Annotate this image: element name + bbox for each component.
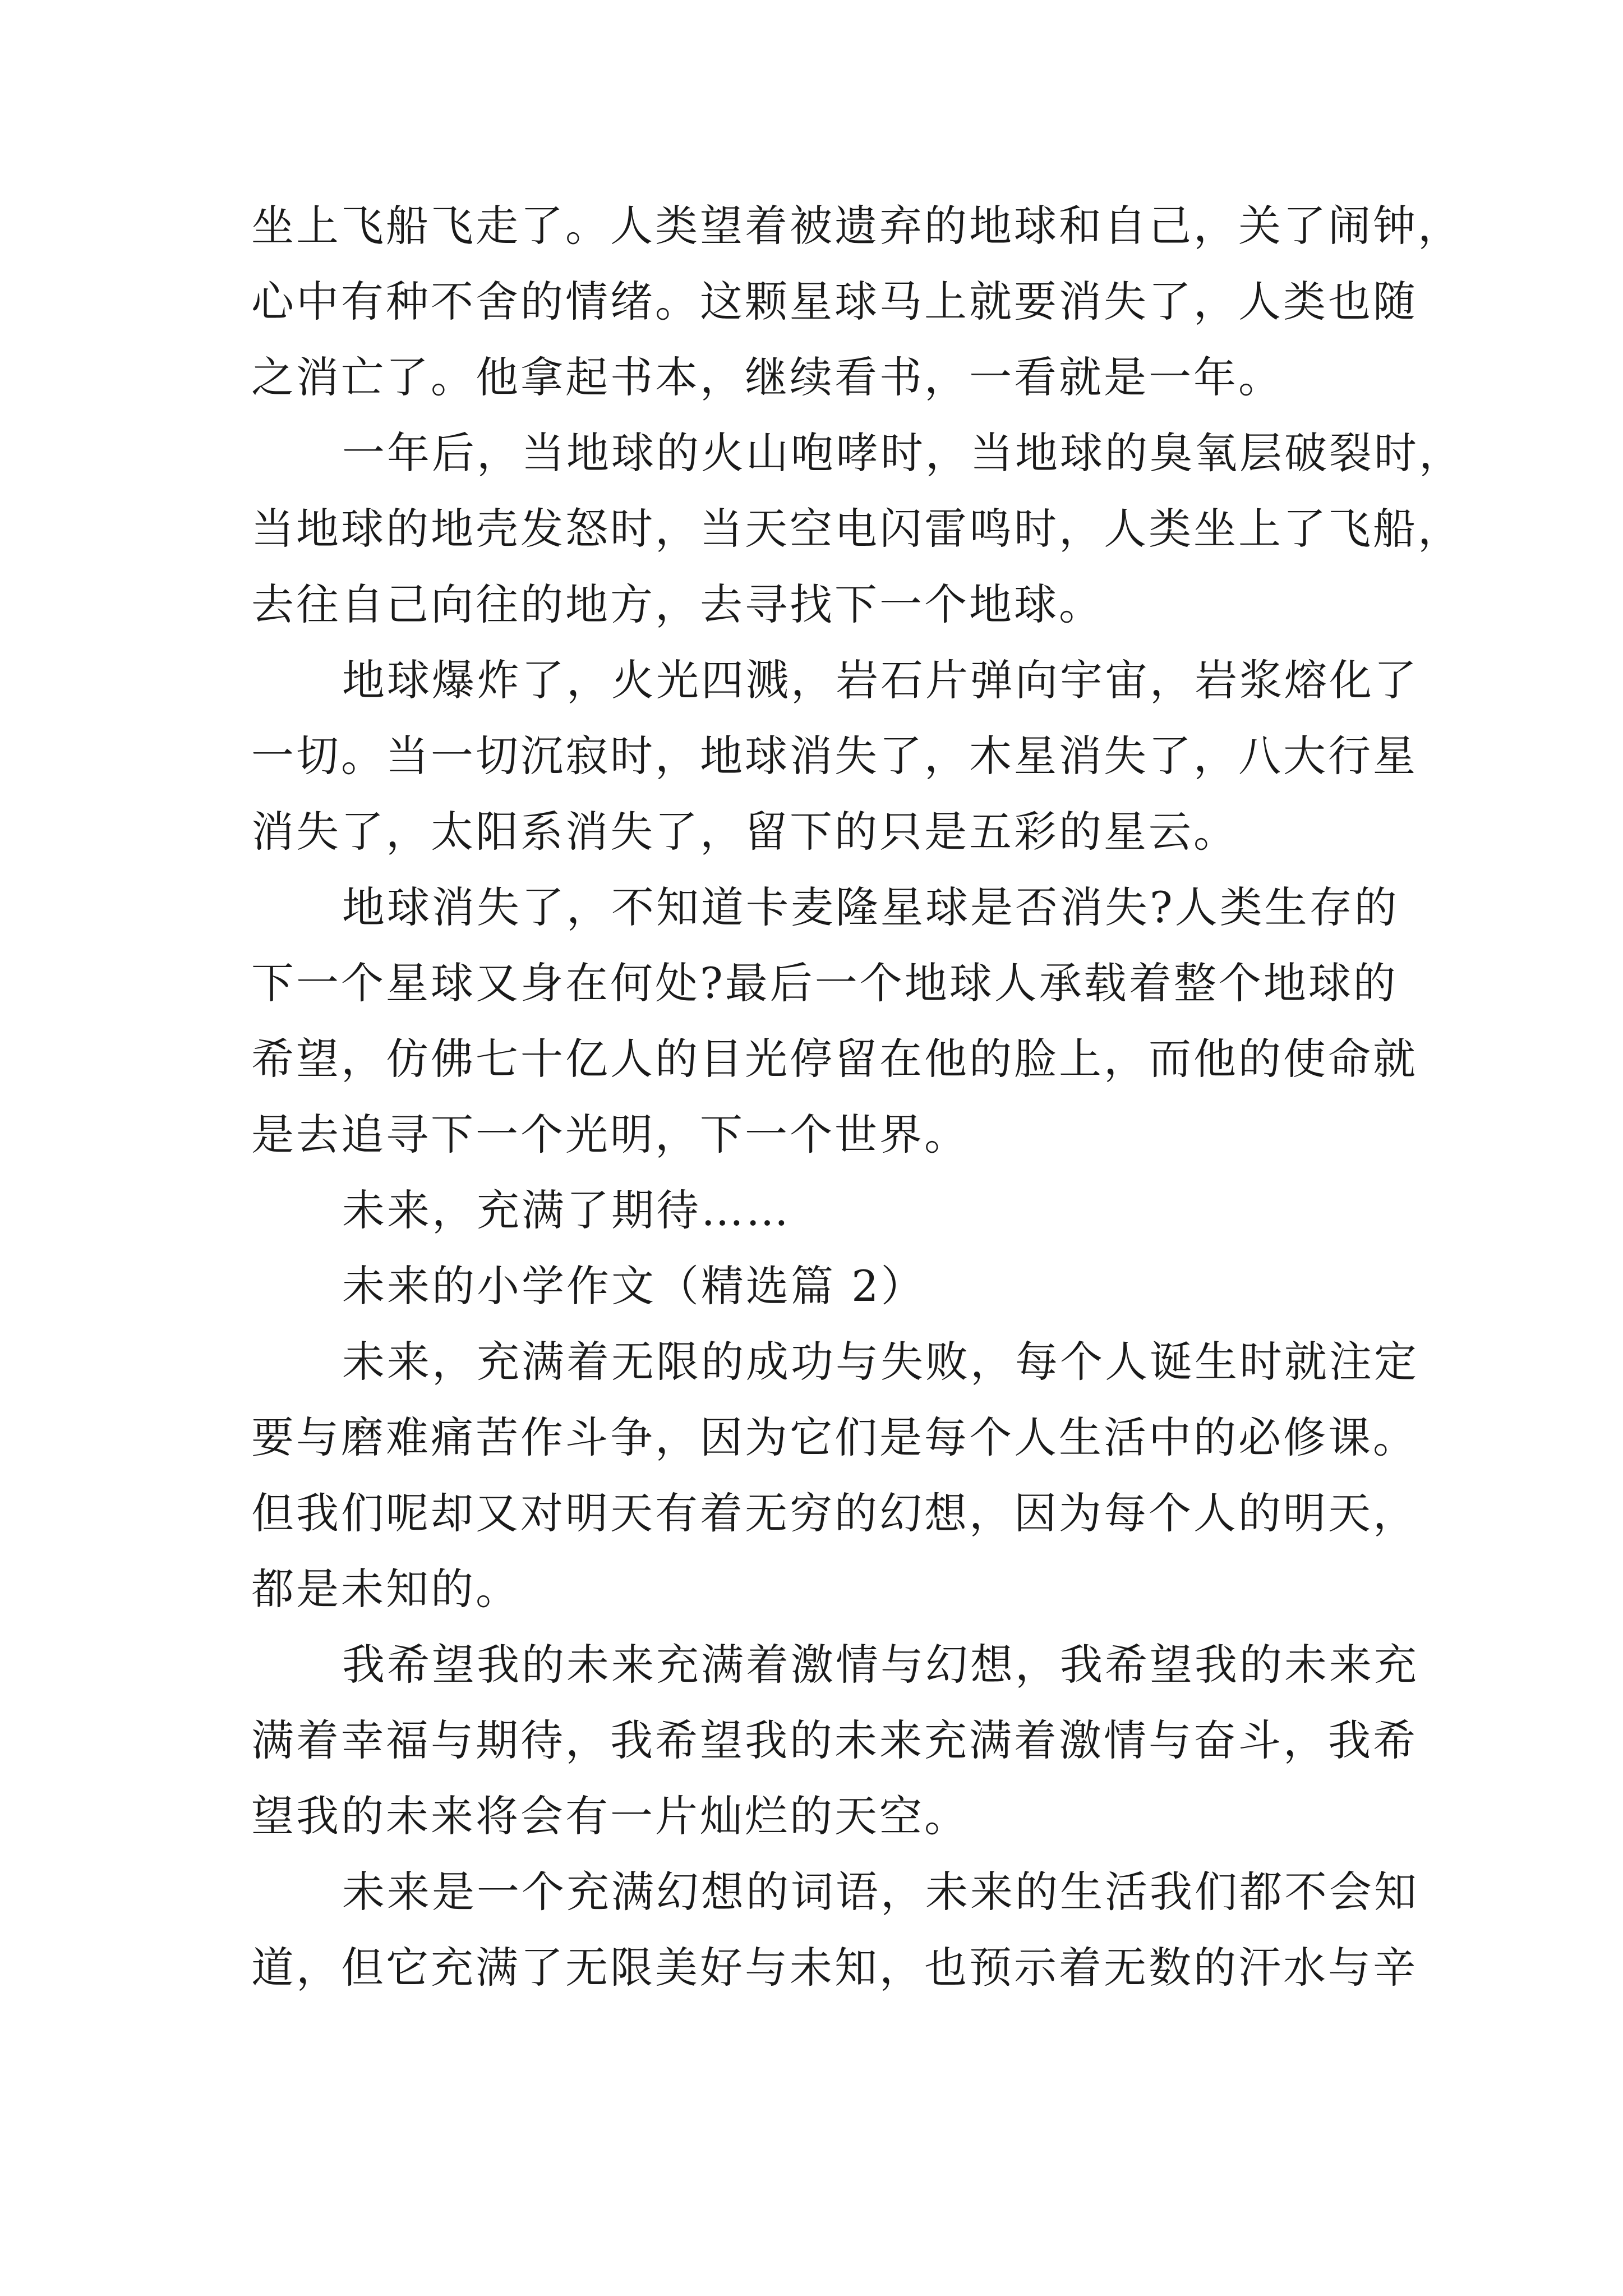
- text-line: 望我的未来将会有一片灿烂的天空。: [251, 1791, 969, 1841]
- text-line: 希望，仿佛七十亿人的目光停留在他的脸上，而他的使命就: [251, 1034, 1418, 1084]
- text-line: 道，但它充满了无限美好与未知，也预示着无数的汗水与辛: [251, 1943, 1418, 1993]
- text-line: 一年后，当地球的火山咆哮时，当地球的臭氧层破裂时，: [342, 428, 1464, 478]
- text-line: 心中有种不舍的情绪。这颗星球马上就要消失了，人类也随: [251, 277, 1418, 326]
- text-line: 之消亡了。他拿起书本，继续看书，一看就是一年。: [251, 352, 1283, 402]
- text-line: 但我们呢却又对明天有着无穷的幻想，因为每个人的明天，: [251, 1488, 1418, 1538]
- text-line: 未来，充满了期待……: [342, 1185, 791, 1235]
- text-line: 地球爆炸了，火光四溅，岩石片弹向宇宙，岩浆熔化了: [342, 655, 1419, 705]
- text-line: 坐上飞船飞走了。人类望着被遗弃的地球和自己，关了闹钟，: [251, 201, 1463, 251]
- text-line: 未来，充满着无限的成功与失败，每个人诞生时就注定: [342, 1337, 1419, 1387]
- text-line: 去往自己向往的地方，去寻找下一个地球。: [251, 579, 1104, 629]
- text-line: 下一个星球又身在何处?最后一个地球人承载着整个地球的: [251, 958, 1398, 1008]
- text-line: 我希望我的未来充满着激情与幻想，我希望我的未来充: [342, 1640, 1419, 1690]
- text-line: 都是未知的。: [251, 1564, 520, 1614]
- document-body: [251, 188, 1464, 2005]
- text-line: 当地球的地壳发怒时，当天空电闪雷鸣时，人类坐上了飞船，: [251, 504, 1463, 554]
- text-line: 未来是一个充满幻想的词语，未来的生活我们都不会知: [342, 1867, 1419, 1917]
- text-line: 要与磨难痛苦作斗争，因为它们是每个人生活中的必修课。: [251, 1412, 1418, 1462]
- text-line: 一切。当一切沉寂时，地球消失了，木星消失了，八大行星: [251, 731, 1418, 781]
- text-line: 满着幸福与期待，我希望我的未来充满着激情与奋斗，我希: [251, 1715, 1418, 1765]
- text-line: 地球消失了，不知道卡麦隆星球是否消失?人类生存的: [342, 882, 1399, 932]
- section-heading: 未来的小学作文（精选篇 2）: [342, 1261, 926, 1311]
- text-line: 消失了，太阳系消失了，留下的只是五彩的星云。: [251, 807, 1238, 857]
- text-line: 是去追寻下一个光明，下一个世界。: [251, 1110, 969, 1159]
